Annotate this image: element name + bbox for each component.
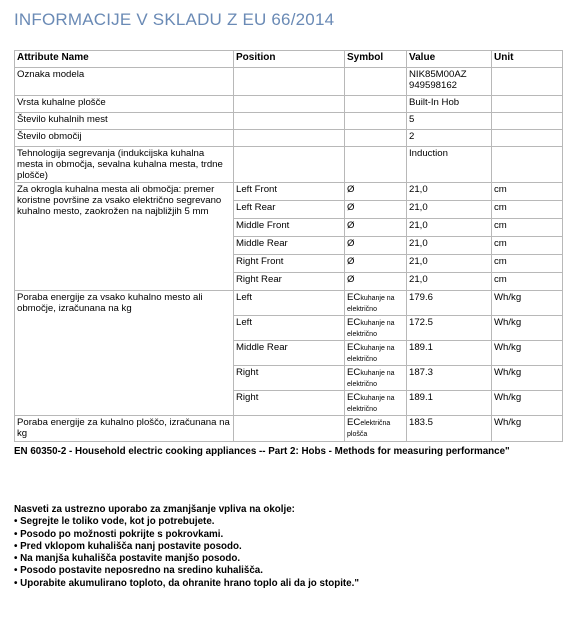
value-cell: 21,0 [407,255,492,273]
value-cell: 2 [407,130,492,147]
symbol-cell: Ø [345,219,407,237]
attr-cell: Število kuhalnih mest [15,113,234,130]
table-row [15,96,563,113]
value-cell: 21,0 [407,237,492,255]
unit-cell [492,130,563,147]
unit-cell [492,68,563,96]
position-cell: Right Rear [234,273,345,291]
unit-cell: cm [492,237,563,255]
unit-cell: Wh/kg [492,391,563,416]
symbol-cell [345,341,407,366]
value-cell: 172.5 [407,316,492,341]
position-cell: Right Front [234,255,345,273]
environment-advice [14,504,359,590]
symbol-ec: EC [347,342,361,353]
position-cell [234,416,345,442]
value-cell: 189.1 [407,341,492,366]
table-row [15,113,563,130]
table-row [15,130,563,147]
symbol-subscript: kuhanje na električno [347,345,395,363]
symbol-ec: EC [347,392,361,403]
header-value: Value [407,51,492,68]
position-cell: Left [234,291,345,316]
symbol-subscript: kuhanje na električno [347,320,395,338]
position-cell: Left [234,316,345,341]
symbol-cell [345,366,407,391]
symbol-ec: EC [347,417,361,428]
symbol-cell [345,130,407,147]
product-number: 949598162 [409,80,458,91]
attr-cell: Vrsta kuhalne plošče [15,96,234,113]
position-cell: Middle Rear [234,237,345,255]
position-cell [234,96,345,113]
symbol-cell [345,416,407,442]
advice-item: • Posodo po možnosti pokrijte s pokrovkami. [14,528,224,540]
attr-cell-diameter: Za okrogla kuhalna mesta ali območja: premer koristne površine za vsako električno segrevano kuhalno mesto, zaokrožen na najbližjih 5 mm [15,183,234,291]
advice-item: • Uporabite akumulirano toploto, da ohranite hrano toplo ali da jo stopite." [14,577,359,589]
unit-cell [492,113,563,130]
attr-cell-energy: Poraba energije za vsako kuhalno mesto ali območje, izračunana na kg [15,291,234,416]
position-cell: Left Rear [234,201,345,219]
value-cell: 189.1 [407,391,492,416]
symbol-cell [345,391,407,416]
symbol-subscript: kuhanje na električno [347,395,395,413]
page-title: INFORMACIJE V SKLADU Z EU 66/2014 [14,10,335,29]
symbol-cell: Ø [345,237,407,255]
value-cell: 21,0 [407,273,492,291]
attr-cell: Število območij [15,130,234,147]
symbol-cell: Ø [345,273,407,291]
position-cell [234,147,345,183]
position-cell [234,68,345,96]
table-row [15,416,563,442]
symbol-subscript: kuhanje na električno [347,295,395,313]
unit-cell: Wh/kg [492,316,563,341]
value-cell: 21,0 [407,219,492,237]
header-position: Position [234,51,345,68]
position-cell: Right [234,366,345,391]
position-cell [234,130,345,147]
advice-heading: Nasveti za ustrezno uporabo za zmanjšanje vpliva na okolje: [14,504,295,515]
value-cell: 183.5 [407,416,492,442]
table-row [15,291,563,316]
value-cell: 21,0 [407,201,492,219]
symbol-subscript: električna plošča [347,420,391,438]
advice-item: • Pred vklopom kuhališča nanj postavite posodo. [14,540,242,552]
symbol-cell: Ø [345,201,407,219]
symbol-ec: EC [347,292,361,303]
value-cell: 5 [407,113,492,130]
position-cell: Middle Front [234,219,345,237]
unit-cell: Wh/kg [492,291,563,316]
table-row [15,183,563,201]
advice-item: • Na manjša kuhališča postavite manjšo posodo. [14,553,241,565]
attr-cell: Poraba energije za kuhalno ploščo, izračunana na kg [15,416,234,442]
table-row [15,147,563,183]
energy-info-table [14,50,563,442]
symbol-cell [345,291,407,316]
unit-cell [492,147,563,183]
header-symbol: Symbol [345,51,407,68]
position-cell: Right [234,391,345,416]
unit-cell: cm [492,219,563,237]
advice-item: • Segrejte le toliko vode, kot jo potrebujete. [14,516,215,528]
unit-cell: Wh/kg [492,366,563,391]
position-cell [234,113,345,130]
advice-item: • Posodo postavite neposredno na sredino kuhališča. [14,565,263,577]
symbol-ec: EC [347,317,361,328]
unit-cell: Wh/kg [492,341,563,366]
header-unit: Unit [492,51,563,68]
unit-cell: cm [492,273,563,291]
model-number: NIK85M00AZ [409,69,467,80]
value-cell: 21,0 [407,183,492,201]
symbol-ec: EC [347,367,361,378]
symbol-cell [345,113,407,130]
attr-cell: Oznaka modela [15,68,234,96]
unit-cell [492,96,563,113]
symbol-cell [345,147,407,183]
value-cell [407,68,492,96]
unit-cell: cm [492,183,563,201]
standard-reference: EN 60350-2 - Household electric cooking appliances -- Part 2: Hobs - Methods for measuring performance" [14,446,510,457]
unit-cell: cm [492,255,563,273]
attr-cell: Tehnologija segrevanja (indukcijska kuhalna mesta in območja, sevalna kuhalna mesta, trdne plošče) [15,147,234,183]
value-cell: Induction [407,147,492,183]
symbol-cell: Ø [345,255,407,273]
table-header-row [15,51,563,68]
value-cell: 187.3 [407,366,492,391]
symbol-subscript: kuhanje na električno [347,370,395,388]
header-attribute-name: Attribute Name [15,51,234,68]
value-cell: Built-In Hob [407,96,492,113]
symbol-cell [345,316,407,341]
table-row [15,68,563,96]
symbol-cell [345,68,407,96]
position-cell: Left Front [234,183,345,201]
unit-cell: Wh/kg [492,416,563,442]
value-cell: 179.6 [407,291,492,316]
symbol-cell [345,96,407,113]
position-cell: Middle Rear [234,341,345,366]
unit-cell: cm [492,201,563,219]
symbol-cell: Ø [345,183,407,201]
